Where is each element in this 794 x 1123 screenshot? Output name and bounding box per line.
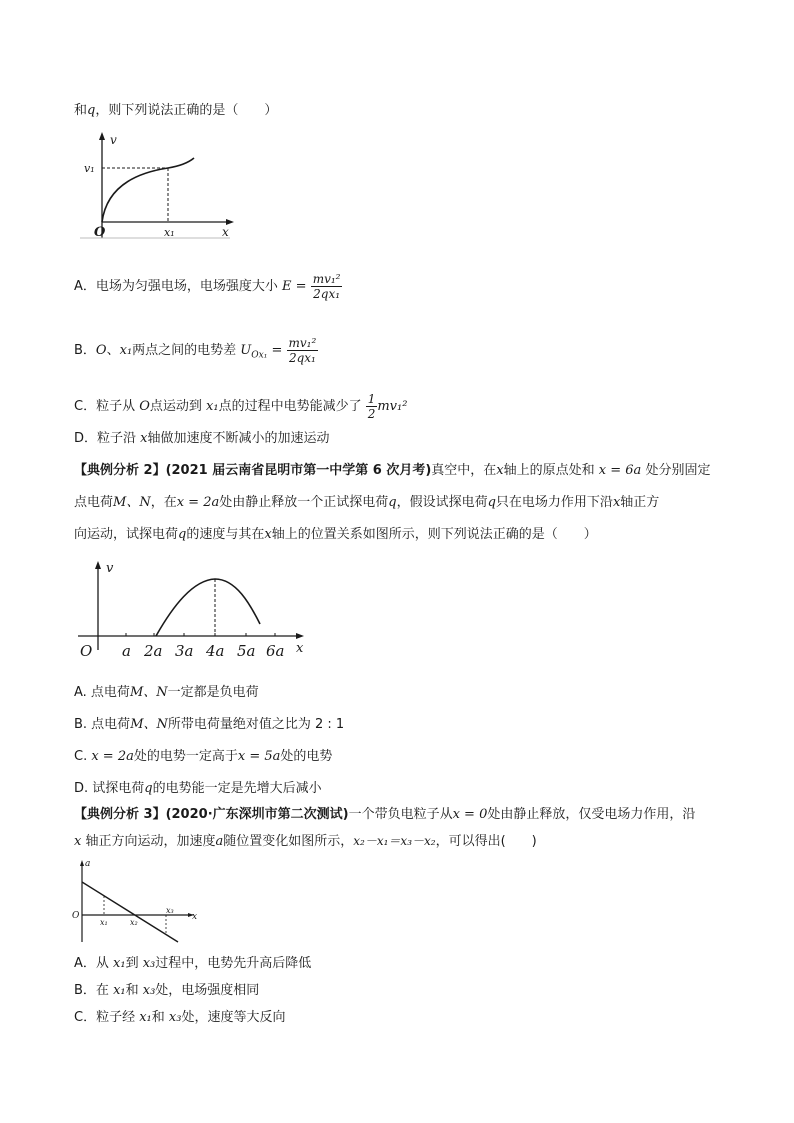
q2-option-b: B. 点电荷M、N所带电荷量绝对值之比为 2 : 1 (74, 717, 345, 732)
q2-stem-line1: 【典例分析 2】(2021 届云南省昆明市第一中学第 6 次月考)真空中，在x轴上的原点处和 x = 6a 处分别固定 (74, 463, 711, 478)
q2-tick-label-3a: 3a (175, 642, 194, 660)
q3-y-arrow (80, 860, 84, 866)
q2-option-a: A. 点电荷M、N一定都是负电荷 (74, 685, 259, 700)
q1-x1-label: x₁ (164, 226, 175, 239)
q1-option-d: D．粒子沿 x轴做加速度不断减小的加速运动 (74, 431, 330, 446)
q1-graph (80, 130, 250, 250)
q2-option-d: D. 试探电荷q的电势能一定是先增大后减小 (74, 781, 322, 796)
q2-y-arrow (95, 561, 101, 569)
q3-tick-label-x2: x₂ (130, 918, 138, 927)
q1-option-b: B．O、x₁两点之间的电势差 $U_{Ox_1}$ = $\frac{\text{mv₁²}}{\text{2qx₁}}$ (74, 336, 317, 365)
q2-tick-label-5a: 5a (237, 642, 256, 660)
q3-stem-line1: 【典例分析 3】(2020·广东深圳市第二次测试)一个带负电粒子从x = 0处由静止释放，仅受电场力作用，沿 (74, 807, 696, 822)
q1-option-c: C．粒子从 O点运动到 x₁点的过程中电势能减少了 $\frac{1}{2}$ mv₁² (74, 392, 408, 421)
q1-y-arrow (99, 132, 105, 140)
q2-stem-line3: 向运动，试探电荷q的速度与其在x轴上的位置关系如图所示，则下列说法正确的是（ ） (74, 527, 597, 542)
q3-origin: O (72, 911, 80, 921)
q3-option-a: A．从 x₁到 x₃过程中，电势先升高后降低 (74, 956, 312, 971)
q2-option-c: C. x = 2a处的电势一定高于x = 5a处的电势 (74, 749, 333, 764)
q1-v1-label: v₁ (84, 162, 95, 175)
q1-x-label: x (222, 225, 229, 239)
q3-graph (70, 858, 210, 948)
q1-y-label: v (110, 133, 117, 147)
q2-tick-label-4a: 4a (206, 642, 225, 660)
q1-origin: O (94, 225, 106, 240)
q1-stem: 和q，则下列说法正确的是（ ） (74, 103, 278, 118)
q3-option-c: C．粒子经 x₁和 x₃处，速度等大反向 (74, 1010, 286, 1025)
q2-tick-label-2a: 2a (144, 642, 163, 660)
q3-y-label: a (85, 859, 91, 869)
q3-tick-label-x3: x₃ (166, 906, 174, 915)
q2-y-label: v (106, 561, 114, 576)
q2-tick-label-6a: 6a (266, 642, 285, 660)
q2-stem-line2: 点电荷M、N，在x = 2a处由静止释放一个正试探电荷q，假设试探电荷q只在电场力作用下沿x轴正方 (74, 495, 660, 510)
q2-x-label: x (296, 641, 304, 656)
q2-x-arrow (296, 633, 304, 639)
q3-stem-line2: x 轴正方向运动，加速度a随位置变化如图所示，x₂－x₁＝x₃－x₂，可以得出( ) (74, 834, 537, 849)
q3-option-b: B．在 x₁和 x₃处，电场强度相同 (74, 983, 260, 998)
q3-line (82, 882, 178, 942)
q3-x-label: x (192, 912, 198, 922)
q2-tick-label-a: a (122, 642, 131, 660)
q3-tick-label-x1: x₁ (100, 918, 108, 927)
q2-curve (156, 579, 260, 636)
q2-origin: O (80, 642, 93, 660)
q1-option-a: A．电场为匀强电场，电场强度大小 E = $\frac{\text{mv₁²}}{\text{2qx₁}}$ (74, 272, 341, 301)
q2-graph (78, 558, 318, 668)
